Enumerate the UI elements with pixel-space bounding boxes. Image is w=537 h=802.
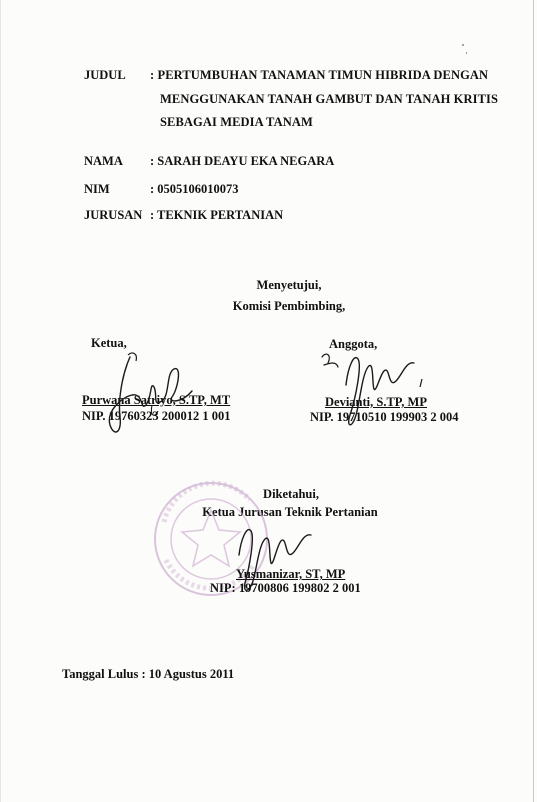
anggota-name: Devianti, S.TP, MP — [325, 395, 427, 409]
scan-speck — [466, 52, 467, 54]
jurusan-label: JURUSAN — [84, 208, 143, 222]
tanggal-lulus: Tanggal Lulus : 10 Agustus 2011 — [62, 667, 235, 681]
anggota-nip: NIP. 19710510 199903 2 004 — [310, 410, 459, 424]
kajur-nip: NIP: 19700806 199802 2 001 — [210, 581, 361, 595]
menyetujui-label: Menyetujui, — [256, 278, 322, 292]
ketua-role: Ketua, — [91, 336, 127, 350]
ketua-name: Purwana Satriyo, S.TP, MT — [82, 393, 231, 407]
anggota-role: Anggota, — [329, 337, 378, 351]
komisi-label: Komisi Pembimbing, — [232, 299, 346, 313]
judul-line-1: : PERTUMBUHAN TANAMAN TIMUN HIBRIDA DENGAN — [150, 68, 489, 82]
page-edge-left — [0, 0, 1, 802]
nama-label: NAMA — [84, 154, 123, 168]
judul-label: JUDUL — [84, 68, 126, 82]
nama-value: : SARAH DEAYU EKA NEGARA — [150, 154, 335, 168]
ketua-jurusan-title: Ketua Jurusan Teknik Pertanian — [202, 505, 378, 519]
scan-speck — [462, 44, 464, 46]
judul-line-3: SEBAGAI MEDIA TANAM — [160, 115, 313, 129]
page-edge — [533, 0, 534, 802]
diketahui-label: Diketahui, — [263, 487, 319, 501]
nim-label: NIM — [84, 182, 110, 196]
judul-line-2: MENGGUNAKAN TANAH GAMBUT DAN TANAH KRITIS — [160, 92, 499, 106]
jurusan-value: : TEKNIK PERTANIAN — [150, 208, 284, 222]
nim-value: : 0505106010073 — [150, 182, 239, 196]
ketua-nip: NIP. 19760323 200012 1 001 — [82, 409, 231, 423]
kajur-name: Yusmanizar, ST, MP — [236, 567, 346, 581]
